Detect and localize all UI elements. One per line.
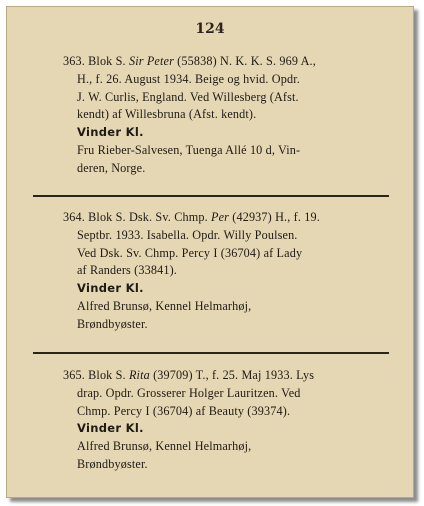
award-label: Vinder Kl. — [77, 421, 144, 436]
entry-line: Chmp. Percy I (36704) af Beauty (39374). — [77, 403, 291, 418]
scanned-page — [6, 6, 414, 498]
section-divider — [33, 195, 389, 197]
owner-line: Alfred Brunsø, Kennel Helmarhøj, — [77, 439, 252, 454]
dog-name: Sir Peter — [128, 54, 174, 68]
entry-line: H., f. 26. August 1934. Beige og hvid. Opdr. — [77, 71, 300, 86]
catalog-entry-364 — [63, 209, 393, 334]
catalog-entry-363 — [63, 53, 393, 178]
section-divider — [33, 352, 389, 354]
page-number: 124 — [195, 21, 225, 37]
owner-line: Alfred Brunsø, Kennel Helmarhøj, — [77, 298, 252, 313]
owner-line: Brøndbyøster. — [77, 456, 148, 471]
entry-line: 363. Blok S. Sir Peter (55838) N. K. K. S. 969 A., — [63, 54, 316, 68]
entry-line: 365. Blok S. Rita (39709) T., f. 25. Maj 1933. Lys — [63, 368, 315, 382]
owner-line: Brøndbyøster. — [77, 316, 148, 331]
owner-line: Fru Rieber-Salvesen, Tuenga Allé 10 d, Vin- — [77, 142, 301, 157]
entry-line: Ved Dsk. Sv. Chmp. Percy I (36704) af Lady — [77, 245, 303, 260]
owner-line: deren, Norge. — [77, 160, 146, 175]
catalog-entry-365 — [63, 367, 393, 474]
entry-line: kendt) af Willesbruna (Afst. kendt). — [77, 107, 257, 122]
entry-line: drap. Opdr. Grosserer Holger Lauritzen. Ved — [77, 385, 301, 400]
award-label: Vinder Kl. — [77, 125, 144, 140]
entry-line: af Randers (33841). — [77, 263, 177, 278]
entry-line: J. W. Curlis, England. Ved Willesberg (Afst. — [77, 89, 299, 104]
entry-line: Septbr. 1933. Isabella. Opdr. Willy Poulsen. — [77, 227, 298, 242]
entry-line: 364. Blok S. Dsk. Sv. Chmp. Per (42937) H., f. 19. — [63, 210, 320, 224]
dog-name: Rita — [128, 368, 150, 382]
dog-name: Per — [211, 210, 230, 224]
award-label: Vinder Kl. — [77, 281, 144, 296]
